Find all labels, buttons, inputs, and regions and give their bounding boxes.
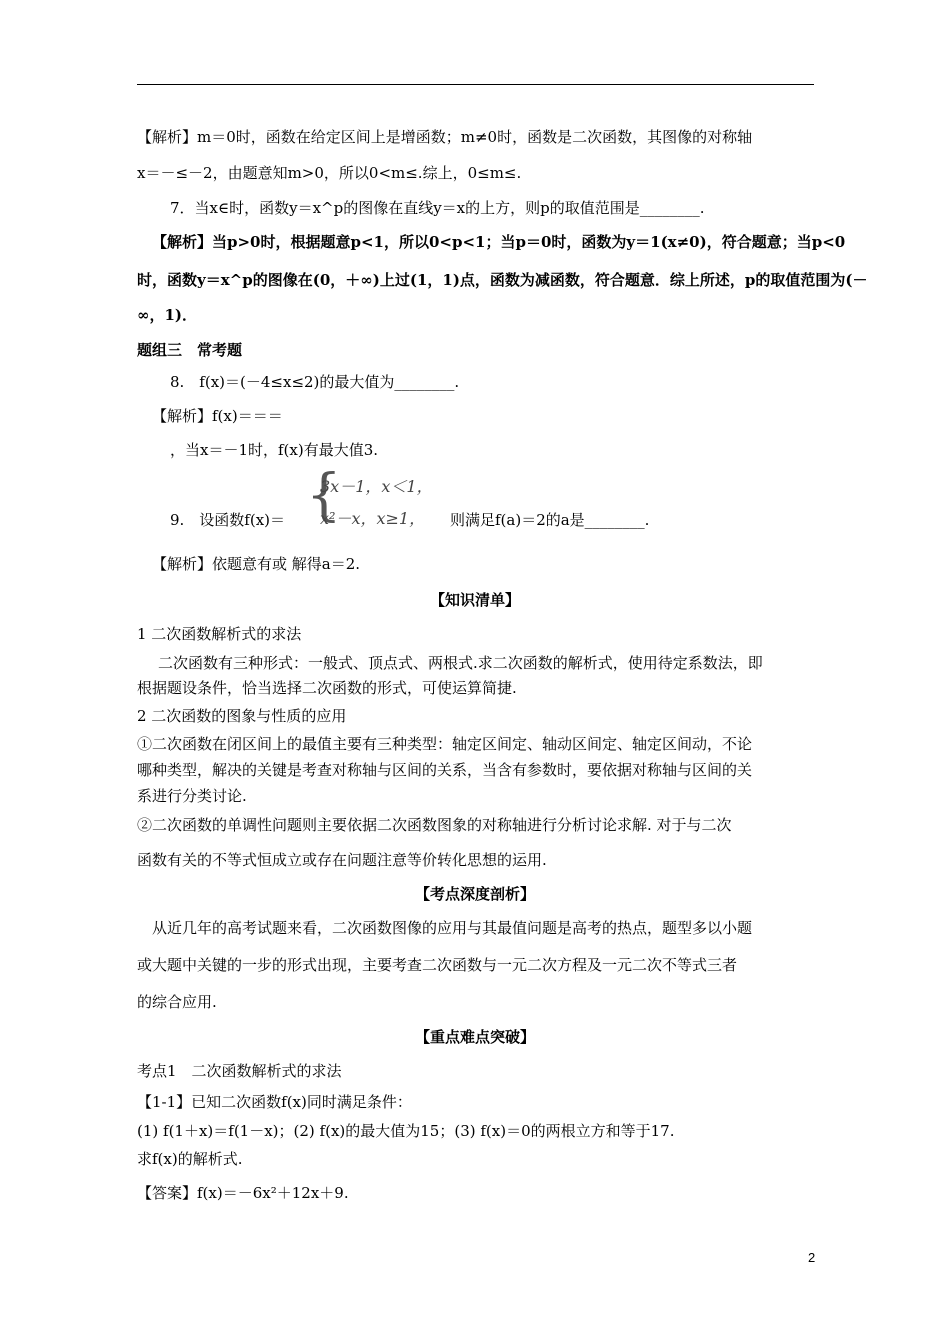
knowledge-item-2-line-2: 哪种类型，解决的关键是考查对称轴与区间的关系，当含有参数时，要依据对称轴与区间的关 [137,761,753,779]
heading-key-points: 【重点难点突破】 [414,1028,535,1046]
example-1-1-intro: 【1-1】已知二次函数f(x)同时满足条件： [137,1093,412,1111]
section-heading-group-3: 题组三 常考题 [137,341,243,359]
knowledge-item-2-line-4: ②二次函数的单调性问题则主要依据二次函数图象的对称轴进行分析讨论求解. 对于与二次 [137,816,732,834]
solution-7-line-2: 时，函数y＝x^p的图像在(0，＋∞)上过(1，1)点，函数为减函数，符合题意．综上所述，p的取值范围为(－ [137,271,868,289]
knowledge-item-1-line-1: 二次函数有三种形式：一般式、顶点式、两根式.求二次函数的解析式，使用待定系数法，即 [158,654,763,672]
analysis-line-1: 从近几年的高考试题来看，二次函数图像的应用与其最值问题是高考的热点，题型多以小题 [152,919,753,937]
knowledge-item-2-line-5: 函数有关的不等式恒成立或存在问题注意等价转化思想的运用. [137,851,547,869]
page-number: 2 [808,1250,816,1265]
heading-depth-analysis: 【考点深度剖析】 [414,885,535,903]
analysis-line-3: 的综合应用. [137,993,217,1011]
question-8: 8. f(x)＝(－4≤x≤2)的最大值为________. [170,373,460,391]
piecewise-case-1: 3x－1，x＜1， [320,477,433,496]
example-1-1-answer: 【答案】f(x)＝－6x²＋12x＋9. [137,1184,349,1202]
analysis-line-2: 或大题中关键的一步的形式出现，主要考查二次函数与一元二次方程及一元二次不等式三者 [137,956,738,974]
knowledge-item-2-line-1: ①二次函数在闭区间上的最值主要有三种类型：轴定区间定、轴动区间定、轴定区间动，不论 [137,735,753,753]
question-9-lead: 9. 设函数f(x)＝ [170,511,286,529]
solution-7-line-3: ∞，1)． [137,306,198,324]
solution-6-line-2: x＝－≤－2，由题意知m>0，所以0<m≤.综上，0≤m≤. [137,164,522,182]
question-7: 7．当x∈时，函数y＝x^p的图像在直线y＝x的上方，则p的取值范围是________. [170,199,705,217]
example-1-1-conditions: (1) f(1＋x)＝f(1－x)；(2) f(x)的最大值为15；(3) f(x)＝0的两根立方和等于17. [137,1122,675,1140]
solution-8-line-2: ，当x＝－1时，f(x)有最大值3. [170,441,379,459]
piecewise-function [306,464,446,534]
knowledge-item-1-title: 1 二次函数解析式的求法 [137,625,302,643]
heading-knowledge-list: 【知识清单】 [429,591,520,609]
example-1-1-task: 求f(x)的解析式. [137,1150,243,1168]
left-brace: { [306,463,342,528]
question-9-tail: 则满足f(a)＝2的a是________. [450,511,650,529]
piecewise-case-2: x²－x，x≥1， [320,509,426,528]
header-rule [137,84,814,85]
solution-6-line-1: 【解析】m＝0时，函数在给定区间上是增函数；m≠0时，函数是二次函数，其图像的对称轴 [137,128,753,146]
solution-8-line-1: 【解析】f(x)＝＝＝ [152,407,283,425]
knowledge-item-2-line-3: 系进行分类讨论. [137,787,247,805]
solution-7-line-1: 【解析】当p>0时，根据题意p<1，所以0<p<1；当p＝0时，函数为y＝1(x≠0)，符合题意；当p<0 [152,233,846,251]
knowledge-item-2-title: 2 二次函数的图象与性质的应用 [137,707,347,725]
solution-9: 【解析】依题意有或 解得a＝2. [152,555,361,573]
knowledge-item-1-line-2: 根据题设条件，恰当选择二次函数的形式，可使运算简捷. [137,679,517,697]
topic-1-title: 考点1 二次函数解析式的求法 [137,1062,342,1080]
